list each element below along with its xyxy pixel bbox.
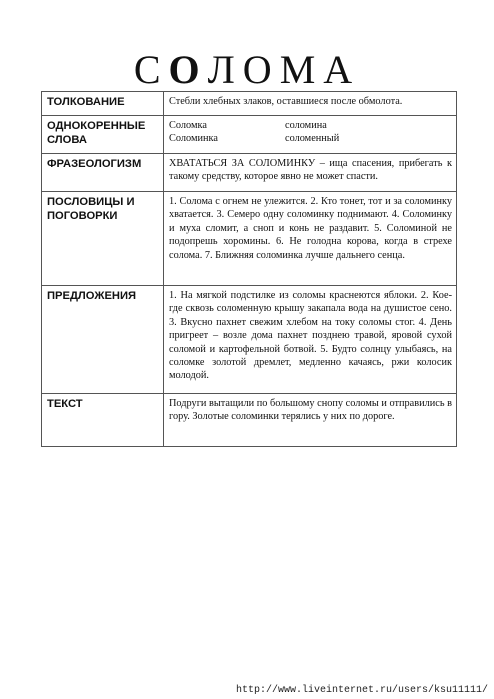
row-text-tolkovanie: Стебли хлебных злаков, оставшиеся после обмолота. xyxy=(164,92,457,116)
row-label-tolkovanie: ТОЛКОВАНИЕ xyxy=(42,92,164,116)
table-row xyxy=(42,286,457,394)
related-word: соломина xyxy=(285,120,327,131)
table-row xyxy=(42,192,457,286)
page-title xyxy=(0,46,494,93)
row-label-poslovitsy: ПОСЛОВИЦЫ И ПОГОВОРКИ xyxy=(42,192,164,286)
row-label-tekst: ТЕКСТ xyxy=(42,394,164,447)
table-row xyxy=(42,154,457,192)
related-words-line xyxy=(169,119,452,132)
table-row xyxy=(42,92,457,116)
table-row xyxy=(42,116,457,154)
table-row xyxy=(42,394,457,447)
related-word: Соломка xyxy=(169,120,207,131)
row-text-predlozheniya: 1. На мягкой подстилке из соломы краснеются яблоки. 2. Кое-где сквозь соломенную крышу закапала вода на душистое сено. 3. Вкусно пахнет свежим хлебом на току соломы стог. 4. День пригреет – возле дома пахнет позднею травой, яровой сухой соломой и картофельной ботвой. 5. Будто солнцу улыбаясь, на соломке золотой дремлет, медленно качаясь, ржи колосик молодой. xyxy=(164,286,457,394)
related-word: соломенный xyxy=(285,133,340,145)
related-word: Соломинка xyxy=(169,133,218,145)
row-text-poslovitsy: 1. Солома с огнем не улежится. 2. Кто тонет, тот и за соломинку хватается. 3. Семеро одну соломинку поднимают. 4. Соломинку и муха сломит, а сноп и конь не раздавит. 5. Соломиной не подопрешь хоромины. 6. Не голодна корова, когда в стрехе солома. 7. Ближняя соломинка лучше дальнего сенца. xyxy=(164,192,457,286)
row-label-predlozheniya: ПРЕДЛОЖЕНИЯ xyxy=(42,286,164,394)
row-text-frazeologizm: ХВАТАТЬСЯ ЗА СОЛОМИНКУ – ища спасения, прибегать к такому средству, которое явно не может спасти. xyxy=(164,154,457,192)
related-words-line xyxy=(169,132,452,145)
row-label-odnokorennye: ОДНОКОРЕННЫЕ СЛОВА xyxy=(42,116,164,154)
word-table xyxy=(41,91,457,447)
row-text-tekst: Подруги вытащили по большому снопу соломы и отправились в гору. Золотые соломинки терялись у них по дороге. xyxy=(164,394,457,447)
row-label-frazeologizm: ФРАЗЕОЛОГИЗМ xyxy=(42,154,164,192)
title-part-1: С xyxy=(133,47,169,92)
title-part-3: ЛОМА xyxy=(207,47,361,92)
title-part-2: О xyxy=(168,47,208,92)
source-url: http://www.liveinternet.ru/users/ksu11111/ xyxy=(235,685,488,696)
related-words-cell xyxy=(164,116,457,154)
